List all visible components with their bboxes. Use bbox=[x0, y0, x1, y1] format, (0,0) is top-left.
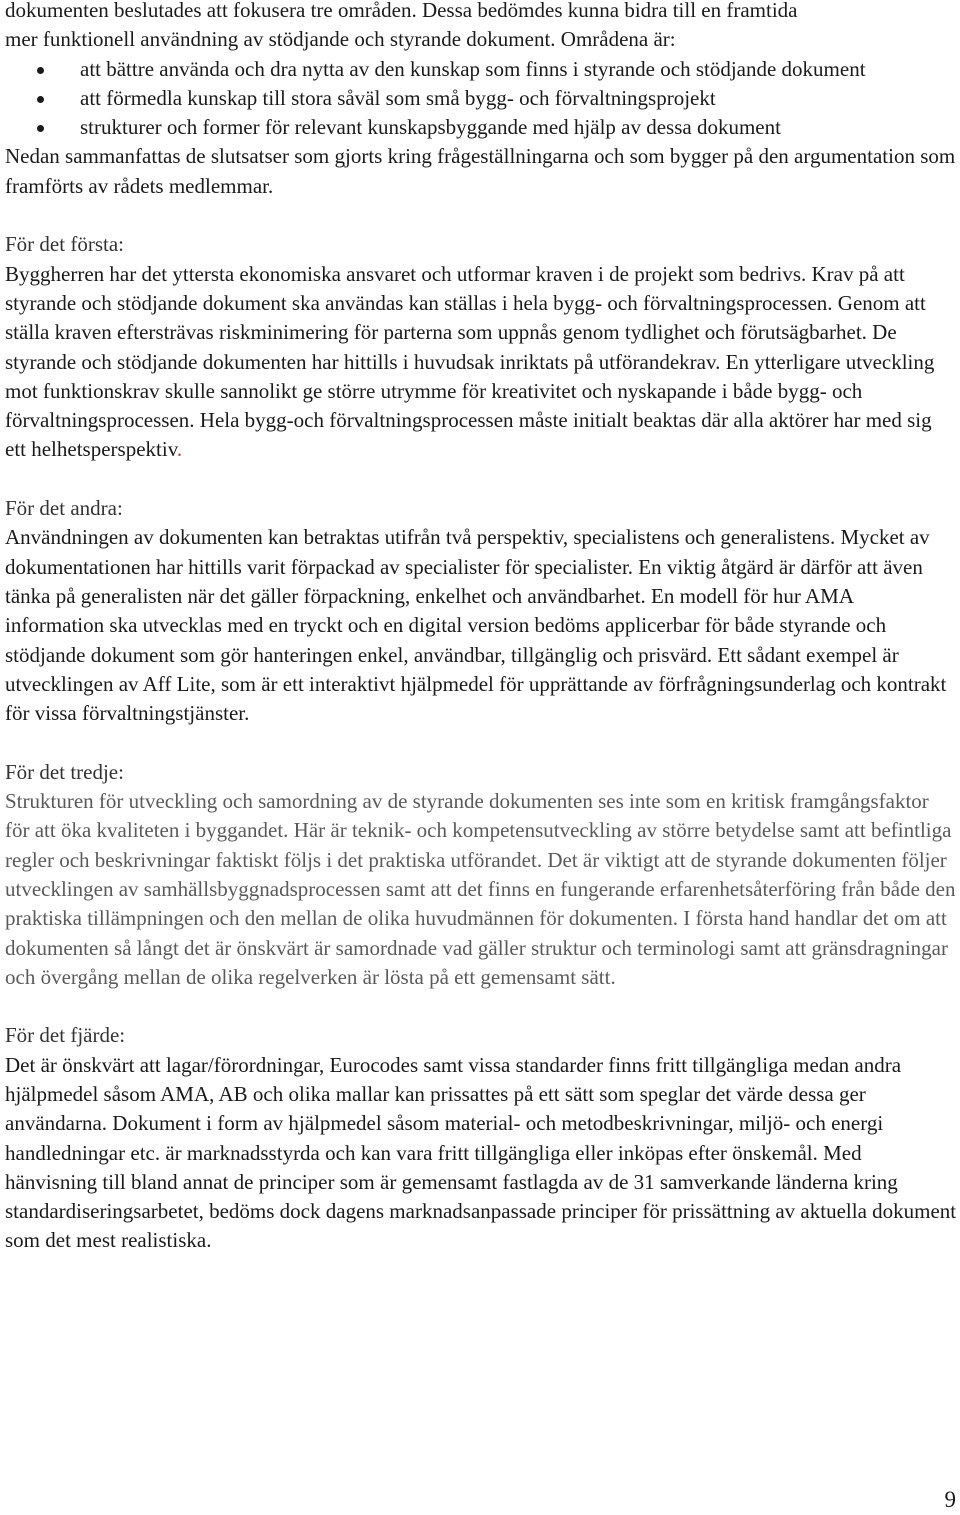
bullet-item bbox=[5, 55, 957, 84]
section-body: Strukturen för utveckling och samordning av de styrande dokumenten ses inte som en kritisk framgångsfaktor för att öka kvaliteten i byggandet. Här är teknik- och kompetensutveckling av större betydelse samt att befintliga regler och beskrivningar faktiskt följs i det praktiska utförandet. Det är viktigt att de styrande dokumenten följer utvecklingen av samhällsbyggnadsprocessen samt att det finns en fungerande erfarenhetsåterföring från både den praktiska tillämpningen och den mellan de olika huvudmännen för dokumenten. I första hand handlar det om att dokumenten så långt det är önskvärt är samordnade vad gäller struktur och terminologi samt att gränsdragningar och övergång mellan de olika regelverken är lösta på ett gemensamt sätt. bbox=[5, 789, 956, 989]
page-number: 9 bbox=[944, 1487, 956, 1512]
bullet-text: att förmedla kunskap till stora såväl som små bygg- och förvaltningsprojekt bbox=[80, 85, 716, 110]
section-heading: För det första: bbox=[5, 232, 124, 257]
section-body bbox=[5, 260, 957, 465]
section-heading: För det fjärde: bbox=[5, 1023, 126, 1048]
section-body-end: . bbox=[176, 437, 183, 462]
section-body: Det är önskvärt att lagar/förordningar, Eurocodes samt vissa standarder finns fritt tillgängliga medan andra hjälpmedel såsom AMA, AB och olika mallar kan prissattes på ett sätt som speglar det värde dessa ger användarna. Dokument i form av hjälpmedel såsom material- och metodbeskrivningar, miljö- och energi handledningar etc. är marknadsstyrda och kan vara fritt tillgängliga eller inköpas efter önskemål. Med hänvisning till bland annat de principer som är gemensamt fastlagda av de 31 samverkande länderna kring standardiseringsarbetet, bedöms dock dagens marknadsanpassade principer för prissättning av aktuella dokument som det mest realistiska. bbox=[5, 1052, 957, 1253]
section-tredje bbox=[5, 758, 957, 992]
bullet-item bbox=[5, 84, 957, 113]
bullet-icon bbox=[37, 125, 44, 132]
section-body: Användningen av dokumenten kan betraktas utifrån två perspektiv, specialistens och generalistens. Mycket av dokumentationen har hittills varit förpackad av specialister för specialister. En viktig åtgärd är därför att även tänka på generalisten när det gäller förpackning, enkelhet och användbarhet. En modell för hur AMA information ska utvecklas med en tryckt och en digital version bedöms applicerbar för både styrande och stödjande dokument som gör hanteringen enkel, användbar, tillgänglig och prisvärd. Ett sådant exempel är utvecklingen av Aff Lite, som är ett interaktivt hjälpmedel för upprättande av förfrågningsunderlag och kontrakt för vissa förvaltningstjänster. bbox=[5, 525, 947, 726]
section-body-text: Byggherren har det yttersta ekonomiska ansvaret och utformar kraven i de projekt som bedrivs. Krav på att styrande och stödjande dokument ska användas kan ställas i hela bygg- och förvaltningsprocessen. Genom att ställa kraven eftersträvas riskminimering för parterna som uppnås genom tydlighet och förutsägbarhet. De styrande och stödjande dokumenten har hittills i huvudsak inriktats på utförandekrav. En ytterligare utveckling mot funktionskrav skulle sannolikt ge större utrymme för kreativitet och nyskapande i både bygg- och förvaltningsprocessen. Hela bygg-och förvaltningsprocessen måste initialt beaktas där alla aktörer har med sig ett helhetsperspektiv bbox=[5, 261, 935, 462]
bullet-item bbox=[5, 113, 957, 142]
intro-paragraph bbox=[5, 0, 957, 55]
bullet-text: att bättre använda och dra nytta av den kunskap som finns i styrande och stödjande dokument bbox=[80, 56, 866, 81]
intro-line-2: mer funktionell användning av stödjande och styrande dokument. Områdena är: bbox=[5, 27, 676, 52]
section-heading: För det tredje: bbox=[5, 759, 124, 784]
section-heading: För det andra: bbox=[5, 496, 123, 521]
section-forsta bbox=[5, 230, 957, 464]
bullet-list bbox=[5, 55, 957, 143]
section-fjarde bbox=[5, 1021, 957, 1255]
bullet-text: strukturer och former för relevant kunskapsbyggande med hjälp av dessa dokument bbox=[80, 115, 781, 140]
section-andra bbox=[5, 494, 957, 728]
intro-line-1: dokumenten beslutades att fokusera tre områden. Dessa bedömdes kunna bidra till en framtida bbox=[5, 0, 798, 22]
bullet-icon bbox=[37, 67, 44, 74]
summary-paragraph: Nedan sammanfattas de slutsatser som gjorts kring frågeställningarna och som bygger på den argumentation som framförts av rådets medlemmar. bbox=[5, 144, 956, 198]
document-page bbox=[5, 0, 957, 1256]
bullet-icon bbox=[37, 96, 44, 103]
